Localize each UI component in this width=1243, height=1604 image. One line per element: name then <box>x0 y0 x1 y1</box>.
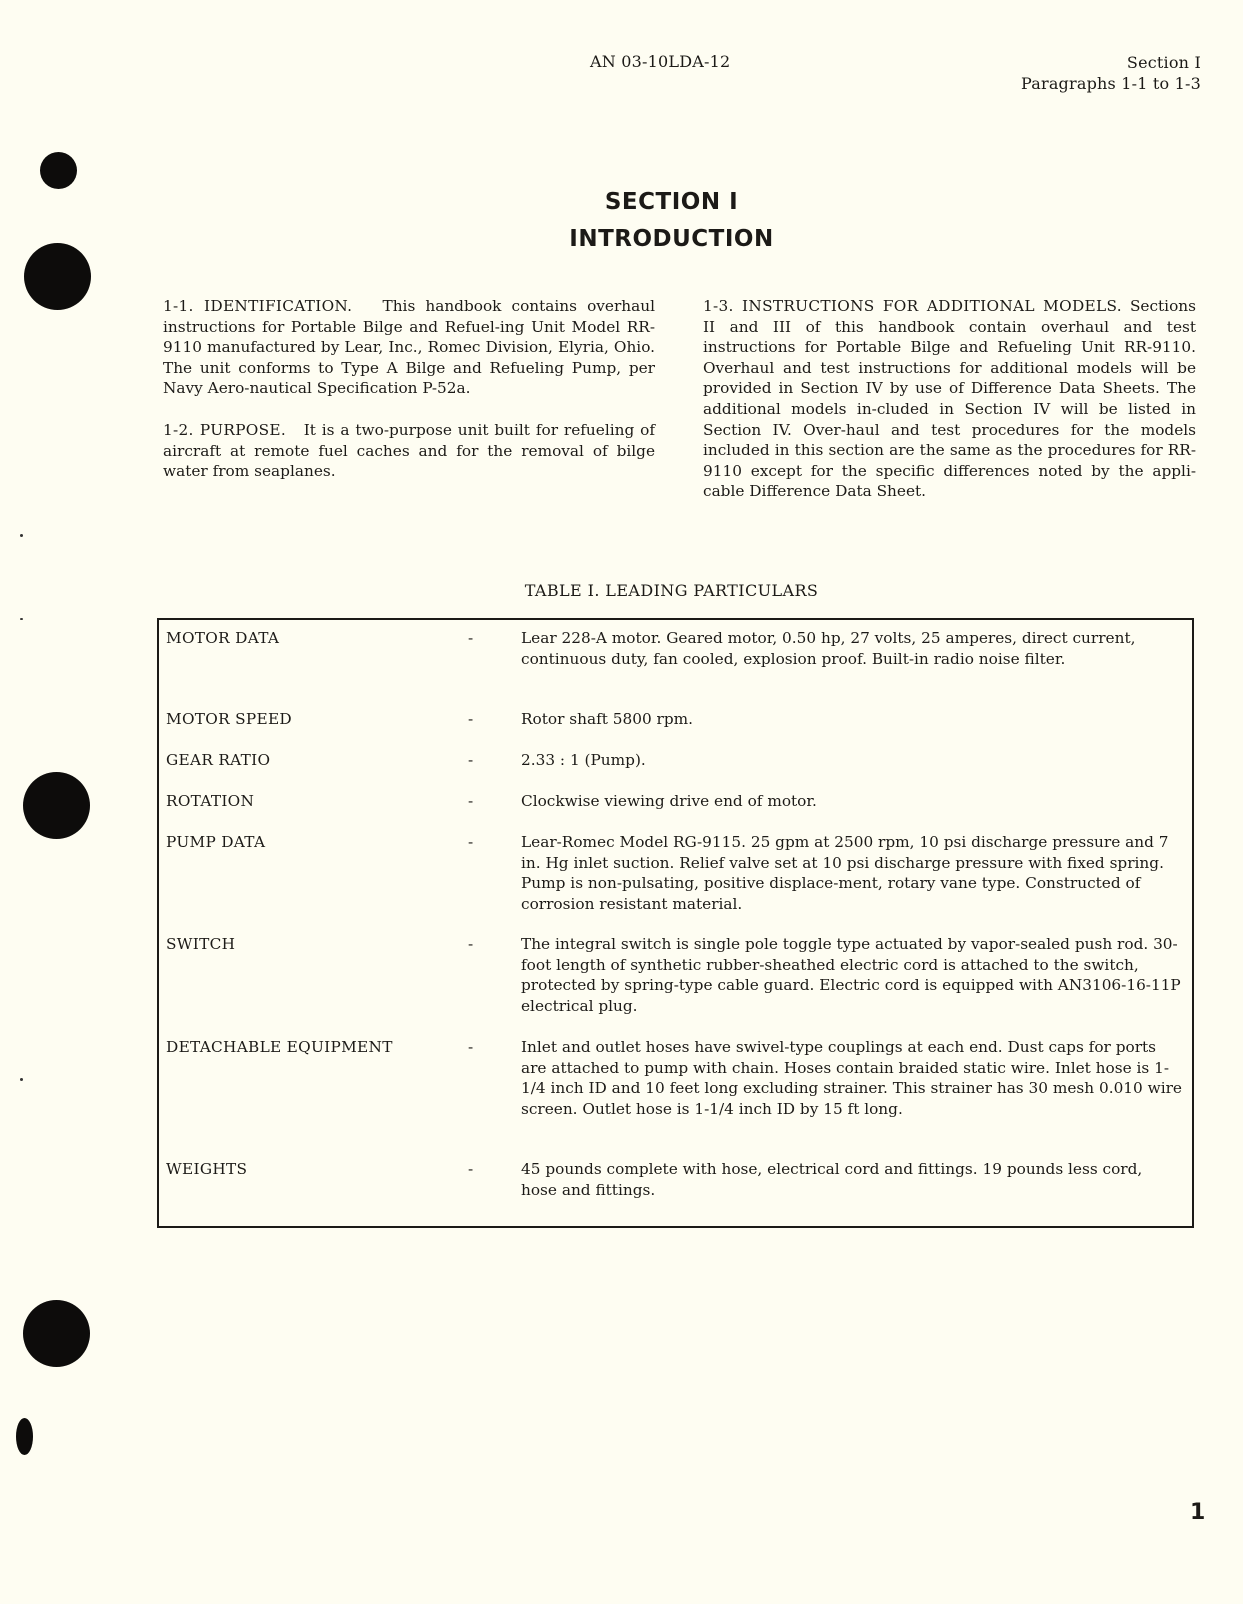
leading-particulars-table <box>157 618 1194 1228</box>
paragraph-heading: 1-3. INSTRUCTIONS FOR ADDITIONAL MODELS. <box>703 297 1122 315</box>
row-value: Lear-Romec Model RG-9115. 25 gpm at 2500 rpm, 10 psi discharge pressure and 7 in. Hg inlet suction. Relief valve set at 10 psi discharge pressure with fixed spring. Pump is non-pulsating, positive displace-ment, rotary vane type. Constructed of corrosion resistant material. <box>521 833 1169 913</box>
section-title-name: INTRODUCTION <box>569 226 774 252</box>
paragraph-body: This handbook contains overhaul instructions for Portable Bilge and Refuel-ing Unit Model RR-9110 manufactured by Lear, Inc., Romec Division, Elyria, Ohio. The unit conforms to Type A Bilge and Refueling Pump, per Navy Aero-nautical Specification P-52a. <box>163 297 656 398</box>
row-value: Lear 228-A motor. Geared motor, 0.50 hp, 27 volts, 25 amperes, direct current, continuous duty, fan cooled, explosion proof. Built-in radio noise filter. <box>521 629 1136 668</box>
binder-hole-large-middle <box>23 772 90 839</box>
row-value: 45 pounds complete with hose, electrical cord and fittings. 19 pounds less cord, hose and fittings. <box>521 1160 1143 1199</box>
row-label: GEAR RATIO <box>166 751 271 769</box>
paragraph-heading: 1-1. IDENTIFICATION. <box>163 297 353 315</box>
section-title-number: SECTION I <box>604 189 739 215</box>
row-separator: - <box>468 833 474 851</box>
running-header-right <box>1021 52 1201 94</box>
margin-speck <box>20 618 23 620</box>
paragraph-1-1 <box>163 296 655 399</box>
document-number: AN 03-10LDA-12 <box>590 52 731 71</box>
row-separator: - <box>468 1160 474 1178</box>
row-label: MOTOR SPEED <box>166 710 292 728</box>
row-label: SWITCH <box>166 935 236 953</box>
binder-hole-small-bottom <box>16 1418 33 1455</box>
row-value: Inlet and outlet hoses have swivel-type couplings at each end. Dust caps for ports are attached to pump with chain. Hoses contain braided static wire. Inlet hose is 1-1/4 inch ID and 10 feet long excluding strainer. This strainer has 30 mesh 0.010 wire screen. Outlet hose is 1-1/4 inch ID by 15 ft long. <box>521 1038 1182 1118</box>
row-value: 2.33 : 1 (Pump). <box>521 751 646 769</box>
binder-hole-small-top <box>40 152 77 189</box>
row-value: Rotor shaft 5800 rpm. <box>521 710 694 728</box>
row-separator: - <box>468 629 474 647</box>
binder-hole-large-bottom <box>23 1300 90 1367</box>
row-separator: - <box>468 710 474 728</box>
row-label: PUMP DATA <box>166 833 266 851</box>
paragraph-body: Sections II and III of this handbook contain overhaul and test instructions for Portable Bilge and Refueling Unit RR-9110. Overhaul and test instructions for additional models will be provided in Section IV by use of Difference Data Sheets. The additional models in-cluded in Section IV will be listed in Section IV. Over-haul and test procedures for the models included in this section are the same as the procedures for RR-9110 except for the specific differences noted by the appli-cable Difference Data Sheet. <box>703 297 1196 501</box>
paragraph-range: Paragraphs 1-1 to 1-3 <box>1020 74 1201 93</box>
row-label: ROTATION <box>166 792 255 810</box>
paragraph-1-2 <box>163 420 655 482</box>
page-number: 1 <box>1190 1500 1206 1525</box>
paragraph-heading: 1-2. PURPOSE. <box>163 420 287 439</box>
row-separator: - <box>468 792 474 810</box>
right-column <box>703 296 1196 523</box>
paragraph-body: It is a two-purpose unit built for refueling of aircraft at remote fuel caches and for the removal of bilge water from seaplanes. <box>163 420 655 481</box>
table-caption: TABLE I. LEADING PARTICULARS <box>524 581 819 600</box>
row-separator: - <box>468 751 474 769</box>
row-label: MOTOR DATA <box>166 629 280 647</box>
section-title <box>0 189 1243 252</box>
paragraph-1-3 <box>703 296 1196 502</box>
row-label: DETACHABLE EQUIPMENT <box>166 1038 393 1056</box>
row-value: Clockwise viewing drive end of motor. <box>521 792 817 810</box>
row-value: The integral switch is single pole toggle type actuated by vapor-sealed push rod. 30-foot length of synthetic rubber-sheathed electric cord is attached to the switch, protected by spring-type cable guard. Electric cord is equipped with AN3106-16-11P electrical plug. <box>521 935 1181 1015</box>
binder-hole-large-top <box>24 243 91 310</box>
row-separator: - <box>468 935 474 953</box>
margin-speck <box>20 534 23 537</box>
row-label: WEIGHTS <box>166 1160 248 1178</box>
left-column <box>163 296 655 503</box>
row-separator: - <box>468 1038 474 1056</box>
section-label: Section I <box>1126 53 1201 72</box>
margin-speck <box>20 1078 23 1081</box>
